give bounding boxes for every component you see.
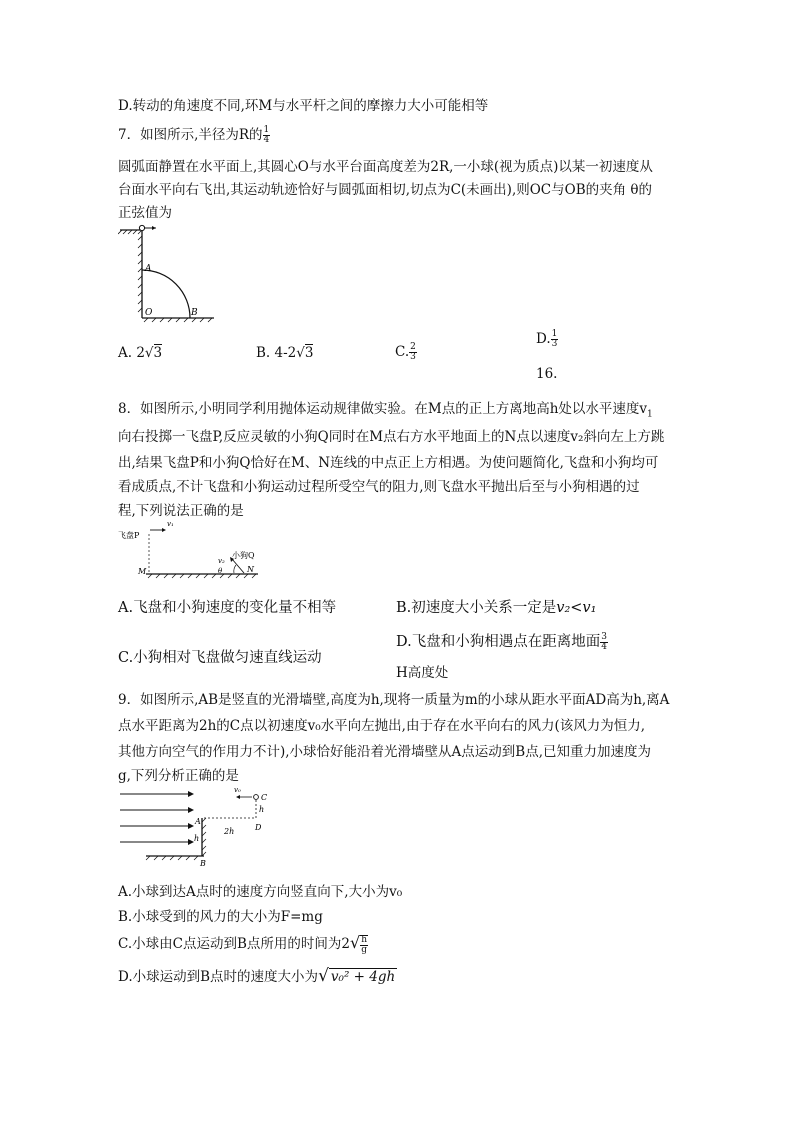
sqrt-icon: √ (296, 345, 305, 361)
q7-stem-line3: 台面水平向右飞出,其运动轨迹恰好与圆弧面相切,切点为C(未画出),则OC与OB的夹角 θ的 (118, 182, 653, 198)
q8-option-b: B.初速度大小关系一定是v₂<v₁ (396, 600, 597, 616)
q8-stem-line1: 8．如图所示,小明同学利用抛体运动规律做实验。在M点的正上方离地高h处以水平速度$v_1$ (118, 401, 653, 420)
q6-option-d: D.转动的角速度不同,环M与水平杆之间的摩擦力大小可能相等 (118, 98, 489, 114)
label-theta: θ (218, 567, 223, 575)
label-v0: v₀ (234, 786, 241, 794)
sqrt-icon: √ (318, 966, 329, 986)
q9-stem-line2: 点水平距离为2h的C点以初速度v₀水平向左抛出,由于存在水平向右的风力(该风力为恒力, (118, 718, 645, 734)
q7-option-c: C. $\frac{2}{3}$ (395, 342, 416, 362)
q9-stem-line1: 9．如图所示,AB是竖直的光滑墙壁,高度为h,现将一质量为m的小球从距水平面AD高为h,离A (118, 692, 670, 708)
q7-figure (118, 222, 218, 326)
q7-option-a: A. 2√3 (118, 345, 163, 361)
q9-figure (118, 784, 278, 870)
q7-option-b: B. 4-2√3 (256, 345, 314, 361)
q8-option-d-line2: H高度处 (396, 665, 449, 681)
label-disc: 飞盘P (118, 531, 140, 540)
q8-stem-line4: 看成质点,不计飞盘和小狗运动过程所受空气的阻力,则飞盘水平抛出后至与小狗相遇的过 (118, 479, 640, 495)
label-o: O (145, 308, 153, 318)
q8-option-d: D.飞盘和小狗相遇点在距离地面 $\frac{3}{4}$ (396, 631, 607, 652)
label-2h: 2h (224, 827, 235, 836)
label-m: M (138, 567, 147, 576)
q9-stem-line4: g,下列分析正确的是 (118, 768, 239, 784)
q9-option-b: B.小球受到的风力的大小为F=mg (118, 909, 323, 925)
label-dog: 小狗Q (232, 551, 255, 560)
label-h-lower: h (194, 834, 200, 843)
label-b: B (191, 308, 198, 318)
ball-icon (254, 795, 259, 800)
q8-stem-line2: 向右投掷一飞盘P,反应灵敏的小狗Q同时在M点右方水平地面上的N点以速度v₂斜向左上方跳 (118, 429, 665, 445)
label-a: A (145, 264, 152, 274)
label-v2: v₂ (218, 557, 225, 565)
q7-stem-line4: 正弦值为 (118, 205, 172, 221)
q7-stem-line1: 7．如图所示,半径为R的 $\frac{1}{4}$ (118, 125, 270, 145)
q9-option-d: D.小球运动到B点时的速度大小为√ v₀² + 4gh (118, 966, 396, 986)
label-b: B (200, 859, 206, 868)
q8-stem-line3: 出,结果飞盘P和小狗Q恰好在M、N连线的中点正上方相遇。为使问题简化,飞盘和小狗均可 (118, 455, 659, 471)
label-h-upper: h (259, 805, 265, 814)
sqrt-icon: √ (144, 345, 154, 361)
q9-option-c: C.小球由C点运动到B点所用的时间为2√ $\frac{h}{g}$ (118, 933, 367, 955)
label-d: D (255, 823, 262, 832)
label-v1: v₁ (167, 520, 174, 528)
q8-option-a: A.飞盘和小狗速度的变化量不相等 (118, 600, 337, 616)
q9-stem-line3: 其他方向空气的作用力不计),小球恰好能沿着光滑墙壁从A点运动到B点,已知重力加速度为 (118, 744, 652, 760)
label-c: C (261, 793, 268, 802)
page-number: 16. (536, 366, 558, 382)
fraction-quarter: $\frac{1}{4}$ (263, 125, 270, 145)
q8-figure (118, 516, 278, 582)
q7-stem-line2: 圆弧面静置在水平面上,其圆心O与水平台面高度差为2R,一小球(视为质点)以某一初速度从 (118, 159, 653, 175)
q8-stem-line5: 程,下列说法正确的是 (118, 503, 244, 519)
ball-icon (139, 225, 144, 230)
label-n: N (247, 565, 254, 574)
q7-option-d: D. $\frac{1}{3}$ (536, 329, 558, 349)
q8-option-c: C.小狗相对飞盘做匀速直线运动 (118, 650, 322, 666)
q9-option-a: A.小球到达A点时的速度方向竖直向下,大小为v₀ (118, 884, 403, 900)
label-a: A (195, 817, 201, 826)
sqrt-icon: √ (349, 933, 361, 952)
